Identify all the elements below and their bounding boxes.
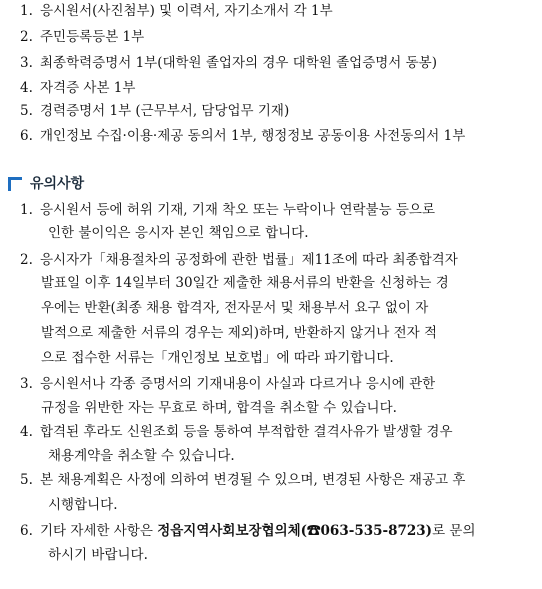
contact-organization: 정읍지역사회보장협의체 xyxy=(157,523,301,539)
note-text: 응시원서나 각종 증명서의 기재내용이 사실과 다르거나 응시에 관한 xyxy=(40,376,436,392)
note-text: 발적으로 제출한 서류의 경우는 제외)하며, 반환하지 않거나 전자 적 xyxy=(41,325,437,341)
item-number: 2. xyxy=(20,29,33,45)
note-text: 규정을 위반한 자는 무효로 하며, 합격을 취소할 수 있습니다. xyxy=(41,400,397,416)
note-number: 6. xyxy=(20,523,33,539)
note-text: 으로 접수한 서류는「개인정보 보호법」에 따라 파기합니다. xyxy=(41,350,394,366)
item-text: 자격증 사본 1부 xyxy=(40,80,136,96)
notes-heading-text: 유의사항 xyxy=(30,176,85,192)
note-text: 응시원서 등에 허위 기재, 기재 착오 또는 누락이나 연락불능 등으로 xyxy=(40,202,436,218)
item-text: 개인정보 수집·이용·제공 동의서 1부, 행정정보 공동이용 사전동의서 1부 xyxy=(40,128,466,144)
note-text: 채용계약을 취소할 수 있습니다. xyxy=(48,448,235,464)
note-text: 합격된 후라도 신원조회 등을 통하여 부적합한 결격사유가 발생할 경우 xyxy=(40,424,453,440)
item-text: 주민등록등본 1부 xyxy=(40,29,145,45)
note-text: 하시기 바랍니다. xyxy=(48,547,148,563)
note-text: 본 채용계획은 사정에 의하여 변경될 수 있으며, 변경된 사항은 재공고 후 xyxy=(40,472,466,488)
note-number: 4. xyxy=(20,424,33,440)
note-text: 우에는 반환(최종 채용 합격자, 전자문서 및 채용부서 요구 없이 자 xyxy=(41,300,429,316)
item-text: 경력증명서 1부 (근무부서, 담당업무 기재) xyxy=(40,103,290,119)
note-text: 시행합니다. xyxy=(48,497,118,513)
item-number: 3. xyxy=(20,55,33,71)
note-number: 5. xyxy=(20,472,33,488)
note-text: 응시자가「채용절차의 공정화에 관한 법률」제11조에 따라 최종합격자 xyxy=(40,252,458,268)
item-number: 6. xyxy=(20,128,33,144)
item-number: 4. xyxy=(20,80,33,96)
note-text: 발표일 이후 14일부터 30일간 제출한 채용서류의 반환을 신청하는 경 xyxy=(41,275,449,291)
item-text: 최종학력증명서 1부(대학원 졸업자의 경우 대학원 졸업증명서 동봉) xyxy=(40,55,437,71)
note-number: 1. xyxy=(20,202,33,218)
section-marker-icon xyxy=(8,177,22,191)
note-text-pre: 기타 자세한 사항은 xyxy=(40,523,158,539)
note-text-post: 로 문의 xyxy=(432,523,476,539)
item-number: 1. xyxy=(20,3,33,19)
note-number: 3. xyxy=(20,376,33,392)
item-text: 응시원서(사진첨부) 및 이력서, 자기소개서 각 1부 xyxy=(40,3,333,19)
note-text xyxy=(40,521,476,541)
contact-phone: (☎063-535-8723) xyxy=(300,523,433,539)
notes-heading xyxy=(8,172,84,194)
item-number: 5. xyxy=(20,103,33,119)
note-number: 2. xyxy=(20,252,33,268)
note-text: 인한 불이익은 응시자 본인 책임으로 합니다. xyxy=(48,225,309,241)
